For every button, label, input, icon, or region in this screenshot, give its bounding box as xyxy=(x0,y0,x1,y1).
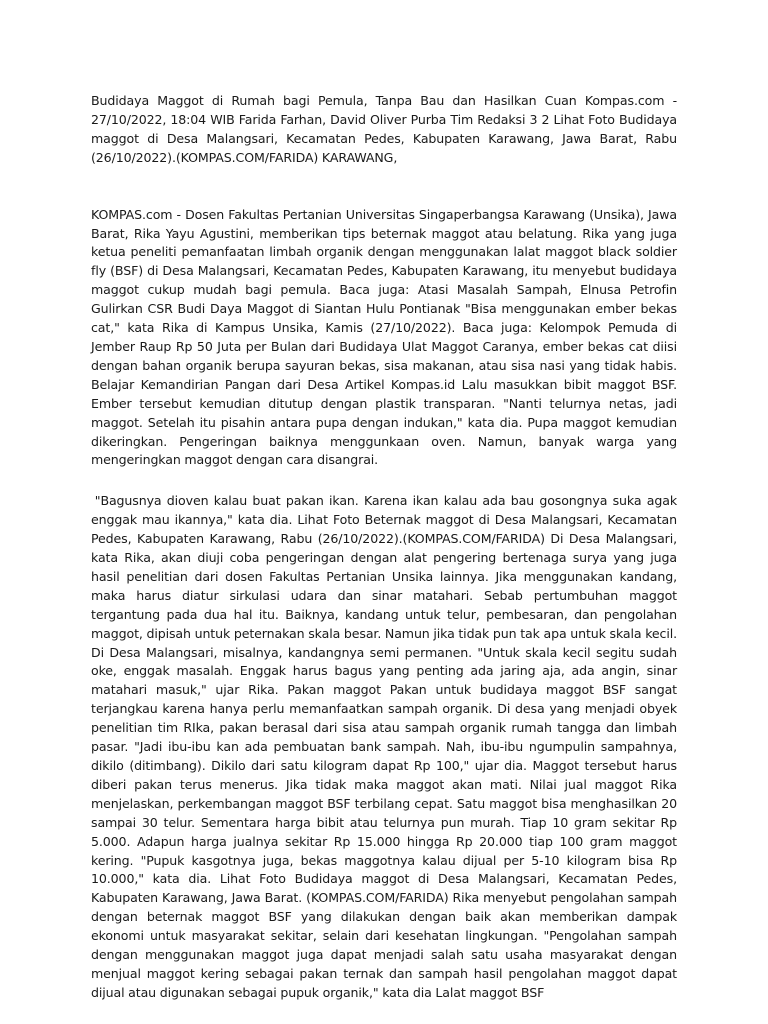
paragraph-main: "Bagusnya dioven kalau buat pakan ikan. Karena ikan kalau ada bau gosongnya suka agak enggak mau ikannya," kata dia. Lihat Foto Beternak maggot di Desa Malangsari, Kecamatan Pedes, Kabupaten Karawang, Rabu (26/10/2022).(KOMPAS.COM/FARIDA) Di Desa Malangsari, kata Rika, akan diuji coba pengeringan dengan alat pengering bertenaga surya yang juga hasil penelitian dari dosen Fakultas Pertanian Unsika lainnya. Jika menggunakan kandang, maka harus diatur sirkulasi udara dan sinar matahari. Sebab pertumbuhan maggot tergantung pada dua hal itu. Baiknya, kandang untuk telur, pembesaran, dan pengolahan maggot, dipisah untuk peternakan skala besar. Namun jika tidak pun tak apa untuk skala kecil. Di Desa Malangsari, misalnya, kandangnya semi permanen. "Untuk skala kecil segitu sudah oke, enggak masalah. Enggak harus bagus yang penting ada jaring aja, ada angin, sinar matahari masuk," ujar Rika. Pakan maggot Pakan untuk budidaya maggot BSF sangat terjangkau karena hanya perlu memanfaatkan sampah organik. Di desa yang menjadi obyek penelitian tim RIka, pakan berasal dari sisa atau sampah organik rumah tangga dan limbah pasar. "Jadi ibu-ibu kan ada pembuatan bank sampah. Nah, ibu-ibu ngumpulin sampahnya, dikilo (ditimbang). Dikilo dari satu kilogram dapat Rp 100," ujar dia. Maggot tersebut harus diberi pakan terus menerus. Jika tidak maka maggot akan mati. Nilai jual maggot Rika menjelaskan, perkembangan maggot BSF terbilang cepat. Satu maggot bisa menghasilkan 20 sampai 30 telur. Sementara harga bibit atau telurnya pun murah. Tiap 10 gram sekitar Rp 5.000. Adapun harga jualnya sekitar Rp 15.000 hingga Rp 20.000 tiap 100 gram maggot kering. "Pupuk kasgotnya juga, bekas maggotnya kalau dijual per 5-10 kilogram bisa Rp 10.000," kata dia. Lihat Foto Budidaya maggot di Desa Malangsari, Kecamatan Pedes, Kabupaten Karawang, Jawa Barat. (KOMPAS.COM/FARIDA) Rika menyebut pengolahan sampah dengan beternak maggot BSF yang dilakukan dengan baik akan memberikan dampak ekonomi untuk masyarakat sekitar, selain dari kesehatan lingkungan. "Pengolahan sampah dengan menggunakan maggot juga dapat menjadi salah satu usaha masyarakat dengan menjual maggot kering sebagai pakan ternak dan sampah hasil pengolahan maggot dapat dijual atau digunakan sebagai pupuk organik," kata dia Lalat maggot BSF xyxy=(91,493,677,1000)
paragraph-intro: KOMPAS.com - Dosen Fakultas Pertanian Universitas Singaperbangsa Karawang (Unsika), Jawa Barat, Rika Yayu Agustini, memberikan tips beternak maggot atau belatung. Rika yang juga ketua peneliti pemanfaatan limbah organik dengan menggunakan lalat maggot black soldier fly (BSF) di Desa Malangsari, Kecamatan Pedes, Kabupaten Karawang, itu menyebut budidaya maggot cukup mudah bagi pemula. Baca juga: Atasi Masalah Sampah, Elnusa Petrofin Gulirkan CSR Budi Daya Maggot di Siantan Hulu Pontianak "Bisa menggunakan ember bekas cat," kata Rika di Kampus Unsika, Kamis (27/10/2022). Baca juga: Kelompok Pemuda di Jember Raup Rp 50 Juta per Bulan dari Budidaya Ulat Maggot Caranya, ember bekas cat diisi dengan bahan organik berupa sayuran bekas, sisa makanan, atau sisa nasi yang tidak habis. Belajar Kemandirian Pangan dari Desa Artikel Kompas.id Lalu masukkan bibit maggot BSF. Ember tersebut kemudian ditutup dengan plastik transparan. "Nanti telurnya netas, jadi maggot. Setelah itu pisahin antara pupa dengan indukan," kata dia. Pupa maggot kemudian dikeringkan. Pengeringan baiknya menggunkaan oven. Namun, banyak warga yang mengeringkan maggot dengan cara disangrai. xyxy=(91,206,677,468)
document-body xyxy=(91,92,677,1003)
paragraph-header: Budidaya Maggot di Rumah bagi Pemula, Tanpa Bau dan Hasilkan Cuan Kompas.com - 27/10/2022, 18:04 WIB Farida Farhan, David Oliver Purba Tim Redaksi 3 2 Lihat Foto Budidaya maggot di Desa Malangsari, Kecamatan Pedes, Kabupaten Karawang, Jawa Barat, Rabu (26/10/2022).(KOMPAS.COM/FARIDA) KARAWANG, xyxy=(91,93,677,165)
